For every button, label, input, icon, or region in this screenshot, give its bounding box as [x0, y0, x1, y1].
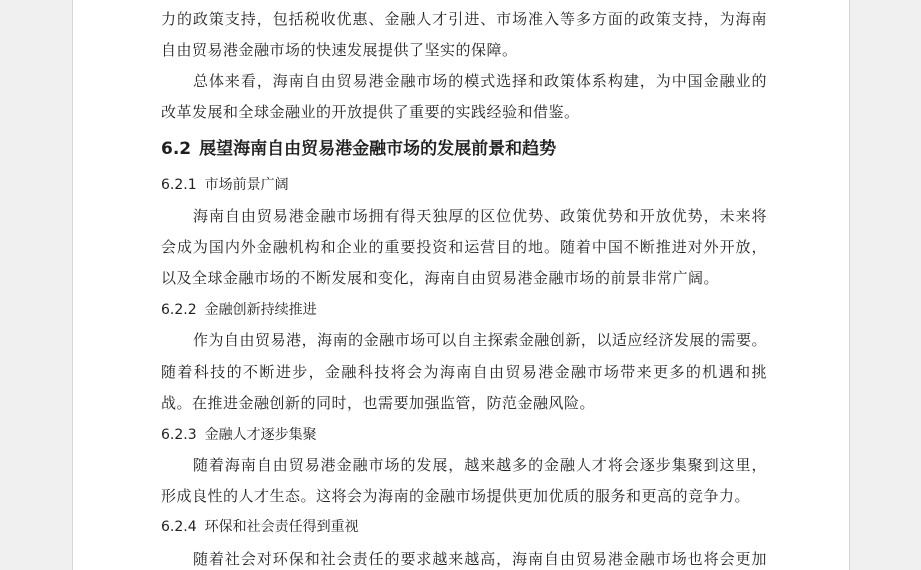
paragraph-line: 形成良性的人才生态。这将会为海南的金融市场提供更加优质的服务和更高的竞争力。 — [161, 487, 751, 505]
subsection-heading-6-2-1 — [161, 175, 289, 195]
paragraph-line: 战。在推进金融创新的同时，也需要加强监管，防范金融风险。 — [161, 394, 596, 412]
paragraph-line: 总体来看，海南自由贸易港金融市场的模式选择和政策体系构建，为中国金融业的 — [193, 72, 767, 90]
paragraph-line: 改革发展和全球金融业的开放提供了重要的实践经验和借鉴。 — [161, 103, 580, 121]
subsection-title: 金融创新持续推进 — [204, 302, 317, 318]
paragraph-line: 自由贸易港金融市场的快速发展提供了坚实的保障。 — [161, 41, 518, 59]
subsection-heading-6-2-3 — [161, 425, 317, 445]
document-page — [72, 0, 850, 570]
paragraph-line: 力的政策支持，包括税收优惠、金融人才引进、市场准入等多方面的政策支持，为海南 — [161, 10, 767, 28]
paragraph-line: 随着科技的不断进步，金融科技将会为海南自由贸易港金融市场带来更多的机遇和挑 — [161, 363, 767, 381]
section-title: 展望海南自由贸易港金融市场的发展前景和趋势 — [199, 139, 557, 159]
paragraph-line: 海南自由贸易港金融市场拥有得天独厚的区位优势、政策优势和开放优势，未来将 — [193, 207, 767, 225]
subsection-heading-6-2-4 — [161, 517, 359, 537]
paragraph-line: 随着海南自由贸易港金融市场的发展，越来越多的金融人才将会逐步集聚到这里， — [193, 456, 767, 474]
paragraph-line: 作为自由贸易港，海南的金融市场可以自主探索金融创新，以适应经济发展的需要。 — [193, 331, 767, 349]
subsection-number: 6.2.4 — [161, 519, 197, 535]
section-number: 6.2 — [161, 139, 192, 159]
subsection-title: 市场前景广阔 — [204, 177, 289, 193]
subsection-number: 6.2.3 — [161, 427, 197, 443]
paragraph-line: 以及全球金融市场的不断发展和变化，海南自由贸易港金融市场的前景非常广阔。 — [161, 269, 720, 287]
subsection-number: 6.2.2 — [161, 302, 197, 318]
subsection-title: 环保和社会责任得到重视 — [204, 519, 359, 535]
subsection-number: 6.2.1 — [161, 177, 197, 193]
section-heading-6-2 — [161, 137, 556, 161]
paragraph-line: 随着社会对环保和社会责任的要求越来越高，海南自由贸易港金融市场也将会更加 — [193, 550, 767, 568]
subsection-heading-6-2-2 — [161, 300, 317, 320]
subsection-title: 金融人才逐步集聚 — [204, 427, 317, 443]
paragraph-line: 会成为国内外金融机构和企业的重要投资和运营目的地。随着中国不断推进对外开放， — [161, 238, 767, 256]
